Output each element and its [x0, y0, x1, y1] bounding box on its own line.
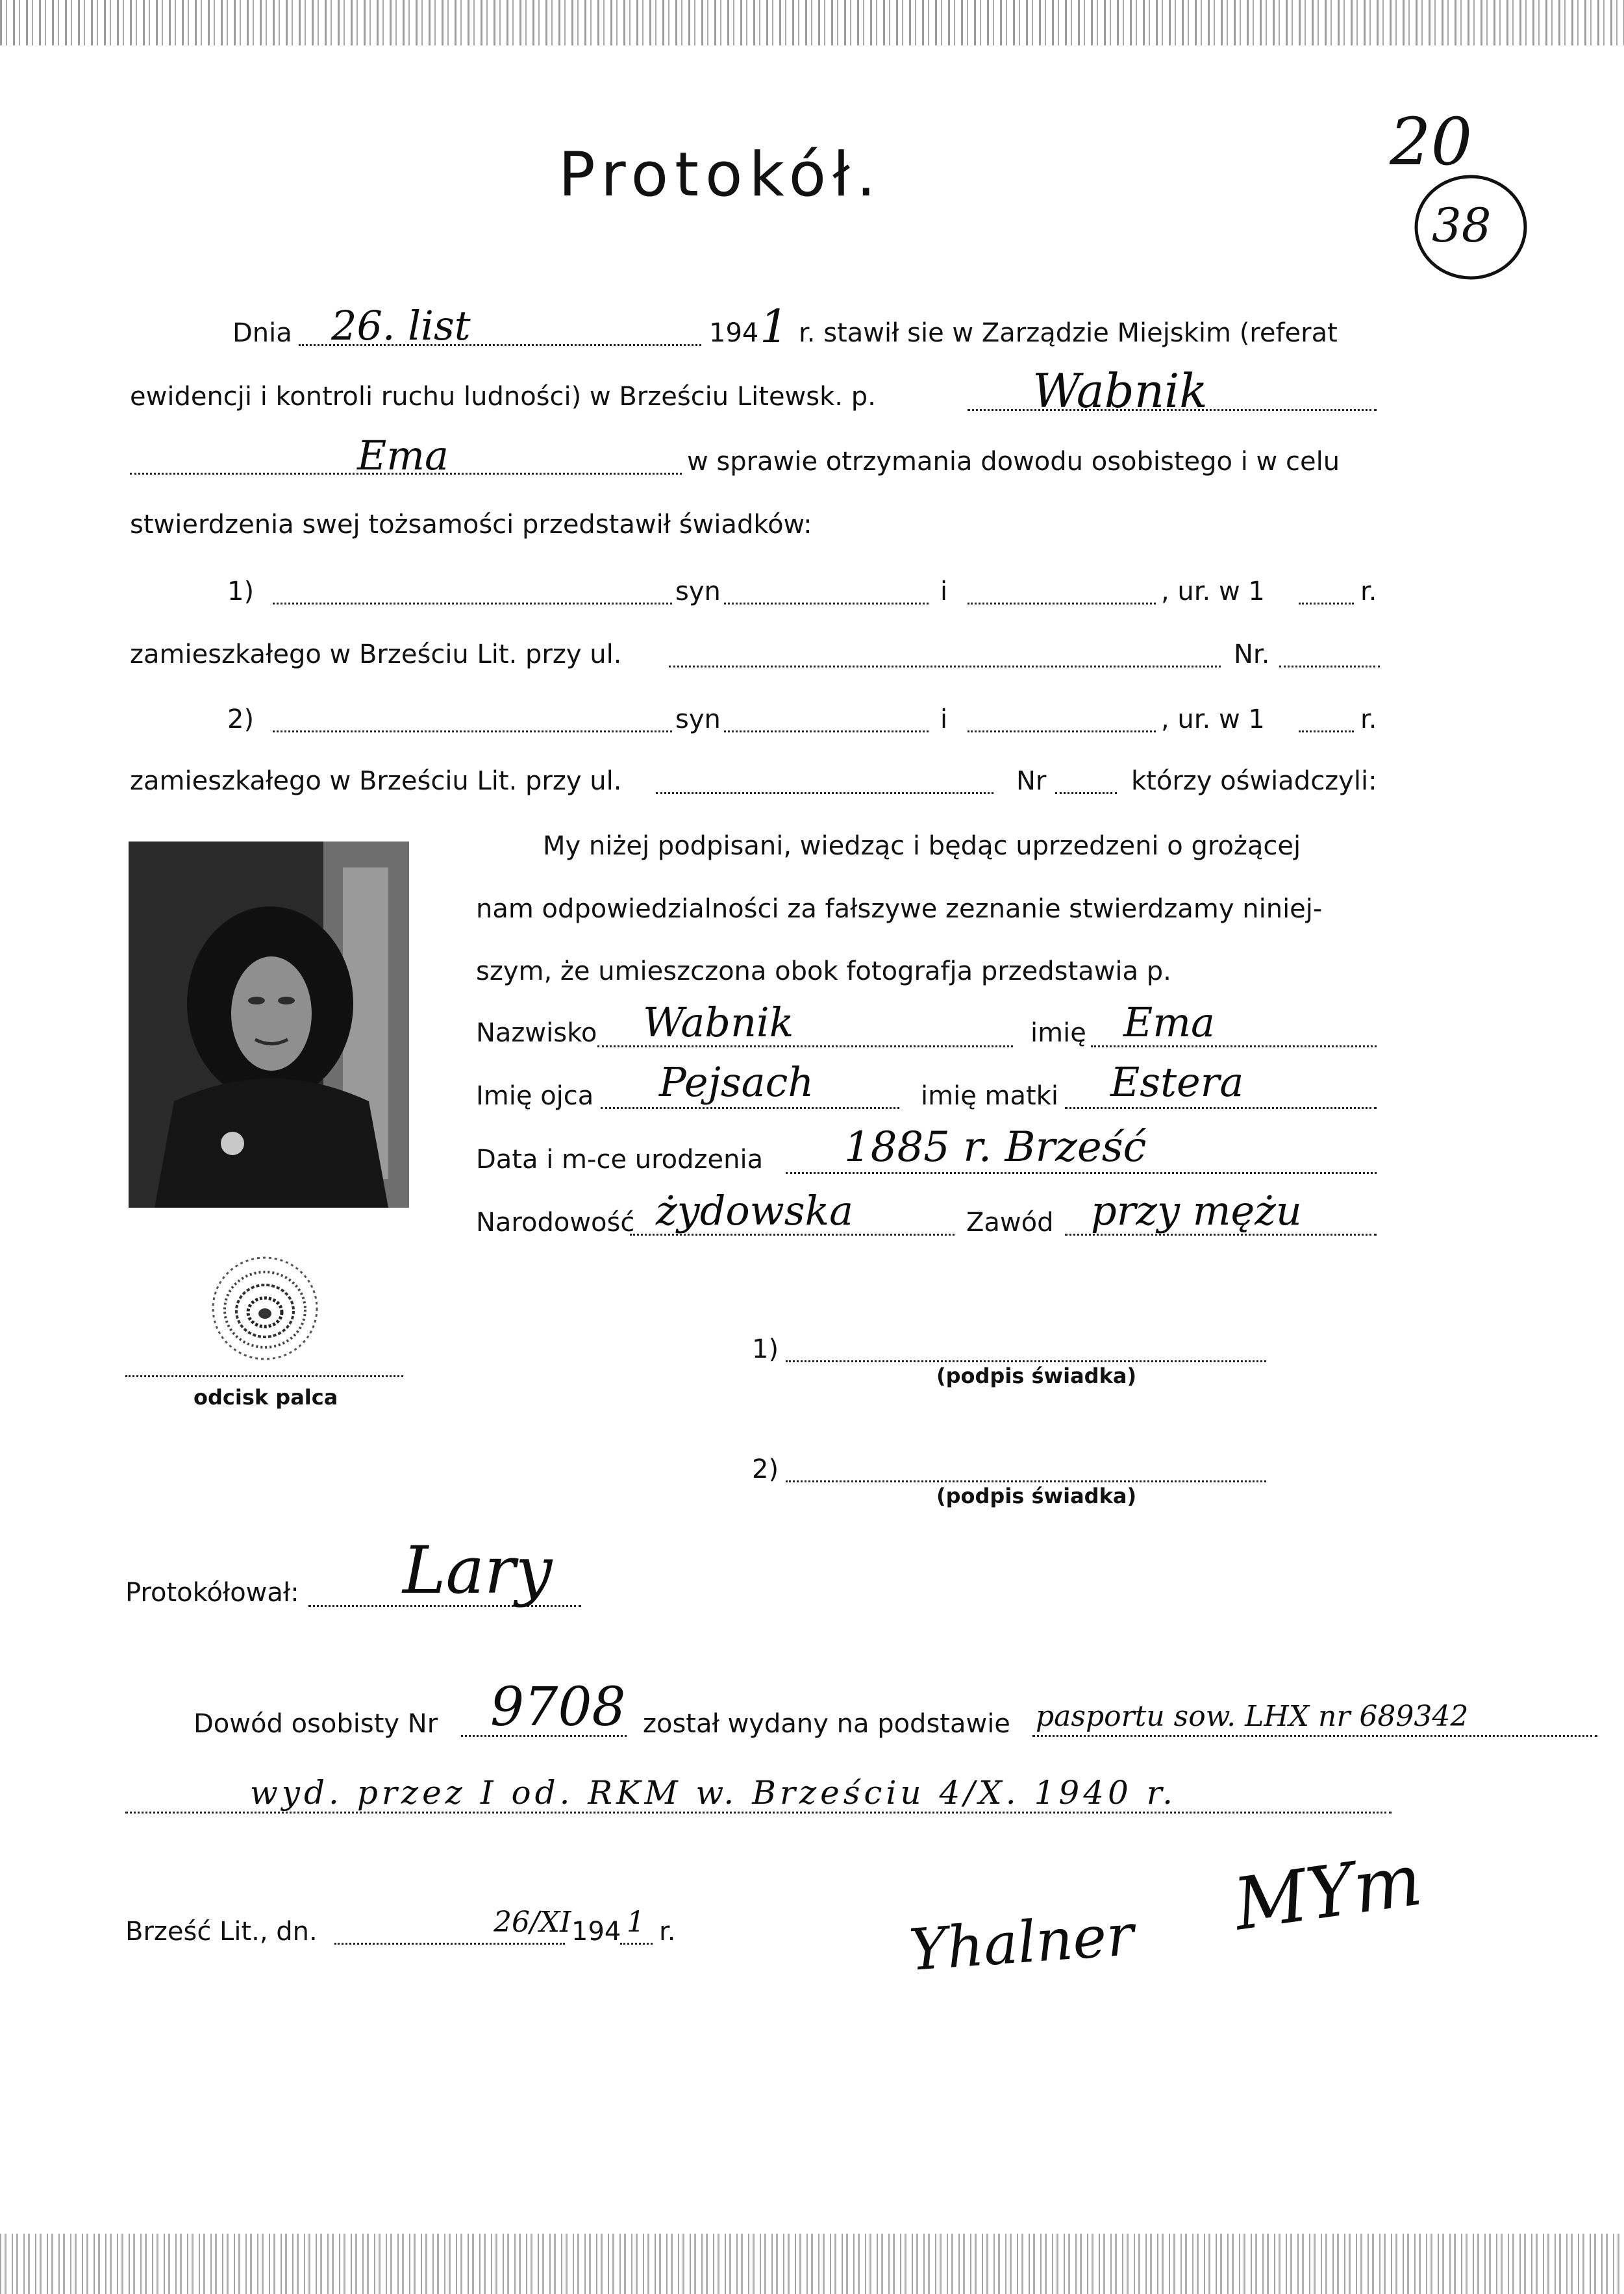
imie-matki-line [1065, 1107, 1377, 1109]
witness1-r: r. [1360, 577, 1377, 606]
witness1-i: i [940, 577, 948, 606]
dowod-mid: został wydany na podstawie [643, 1709, 1010, 1739]
imie-ojca-line [601, 1107, 899, 1109]
witness1-name-line [273, 603, 672, 605]
witness2-syn: syn [675, 704, 721, 734]
statement-line2: nam odpowiedzialności za fałszywe zeznanie stwierdzamy niniej- [476, 894, 1323, 924]
protokolowal-handwritten: Lary [403, 1532, 553, 1608]
witness2-nr: Nr [1016, 766, 1047, 796]
year-prefix: 194 [709, 318, 759, 348]
witness1-address-label: zamieszkałego w Brześciu Lit. przy ul. [130, 640, 622, 669]
statement-line1: My niżej podpisani, wiedząc i będąc uprzedzeni o grożącej [543, 831, 1301, 861]
fingerprint-label: odcisk palca [194, 1385, 338, 1410]
footer-place-label: Brześć Lit., dn. [125, 1917, 318, 1947]
official-signature: Yhalner [906, 1901, 1136, 1984]
signature2-caption: (podpis świadka) [936, 1484, 1137, 1508]
witness2-father-line [724, 730, 929, 732]
dowod-line2-handwritten: wyd. przez I od. RKM w. Brześciu 4/X. 1940 r. [250, 1774, 1177, 1812]
narodowosc-label: Narodowość [476, 1208, 635, 1238]
footer-date-handwritten: 26/XI [493, 1906, 571, 1939]
scan-edge-top [0, 0, 1624, 45]
witness2-ur: , ur. w 1 [1161, 704, 1265, 734]
witness2-year-line [1299, 730, 1354, 732]
witness2-address-label: zamieszkałego w Brześciu Lit. przy ul. [130, 766, 622, 796]
witness2-i: i [940, 704, 948, 734]
witness2-number: 2) [227, 704, 255, 734]
data-urodzenia-handwritten: 1885 r. Brześć [844, 1123, 1147, 1171]
nazwisko-handwritten: Wabnik [643, 999, 794, 1046]
witness1-number: 1) [227, 577, 255, 606]
data-urodzenia-label: Data i m-ce urodzenia [476, 1145, 764, 1175]
signature1-caption: (podpis świadka) [936, 1364, 1137, 1388]
surname-handwritten: Wabnik [1032, 364, 1208, 418]
witness1-year-line [1299, 603, 1354, 605]
imie-matki-handwritten: Estera [1110, 1058, 1244, 1106]
zawod-handwritten: przy mężu [1091, 1187, 1302, 1234]
dowod-basis-line [1032, 1735, 1597, 1737]
dowod-basis-handwritten: pasportu sow. LHX nr 689342 [1036, 1700, 1469, 1733]
imie-label: imię [1031, 1018, 1086, 1048]
intro-line4: stwierdzenia swej tożsamości przedstawił świadków: [130, 510, 812, 540]
nazwisko-label: Nazwisko [476, 1018, 597, 1048]
portrait-photo [129, 842, 409, 1208]
signature2-number: 2) [752, 1454, 779, 1484]
footer-date-line [334, 1943, 565, 1945]
official-signature-2: MYm [1229, 1838, 1427, 1947]
witness1-mother-line [968, 603, 1156, 605]
zawod-label: Zawód [966, 1208, 1054, 1238]
dnia-label: Dnia [232, 318, 292, 348]
archive-circled-number: 38 [1432, 198, 1492, 253]
page-title: Protokół. [558, 140, 882, 210]
dowod-line2 [125, 1812, 1392, 1814]
imie-ojca-handwritten: Pejsach [659, 1058, 814, 1106]
footer-year-prefix: 194 [571, 1917, 621, 1947]
witness2-mother-line [968, 730, 1156, 732]
dowod-nr-handwritten: 9708 [490, 1677, 626, 1738]
witness1-syn: syn [675, 577, 721, 606]
date-handwritten: 26. list [331, 302, 471, 349]
footer-year-line [620, 1943, 653, 1945]
data-urodzenia-line [786, 1172, 1377, 1174]
witness1-street-line [669, 666, 1221, 667]
dowod-label: Dowód osobisty Nr [194, 1709, 438, 1739]
witness2-street-line [656, 792, 993, 794]
scan-edge-bottom [0, 2234, 1624, 2294]
intro-line3-rest: w sprawie otrzymania dowodu osobistego i w celu [687, 447, 1340, 477]
imie-ojca-label: Imię ojca [476, 1081, 594, 1111]
declared-text: którzy oświadczyli: [1131, 766, 1377, 796]
witness1-ur: , ur. w 1 [1161, 577, 1265, 606]
footer-r: r. [659, 1917, 676, 1947]
witness2-name-line [273, 730, 672, 732]
witness1-father-line [724, 603, 929, 605]
firstname-handwritten: Ema [357, 432, 449, 479]
signature1-line [786, 1360, 1266, 1362]
witness1-nr-line [1279, 666, 1380, 667]
archive-number: 20 [1390, 104, 1473, 180]
statement-line3: szym, że umieszczona obok fotografja przedstawia p. [476, 956, 1171, 986]
witness2-r: r. [1360, 704, 1377, 734]
protokolowal-label: Protokółował: [125, 1578, 299, 1608]
intro-line1-rest: r. stawił sie w Zarządzie Miejskim (referat [799, 318, 1338, 348]
year-handwritten: 1 [760, 300, 789, 353]
portrait-image [129, 842, 409, 1208]
narodowosc-handwritten: żydowska [656, 1187, 854, 1234]
imie-handwritten: Ema [1123, 999, 1216, 1046]
signature1-number: 1) [752, 1334, 779, 1364]
imie-matki-label: imię matki [921, 1081, 1058, 1111]
signature2-line [786, 1480, 1266, 1482]
witness1-nr: Nr. [1234, 640, 1270, 669]
fingerprint-line [125, 1375, 403, 1377]
witness2-nr-line [1055, 792, 1117, 794]
intro-line2: ewidencji i kontroli ruchu ludności) w Brześciu Litewsk. p. [130, 382, 876, 412]
footer-year-handwritten: 1 [627, 1906, 645, 1939]
fingerprint-icon [206, 1250, 323, 1367]
